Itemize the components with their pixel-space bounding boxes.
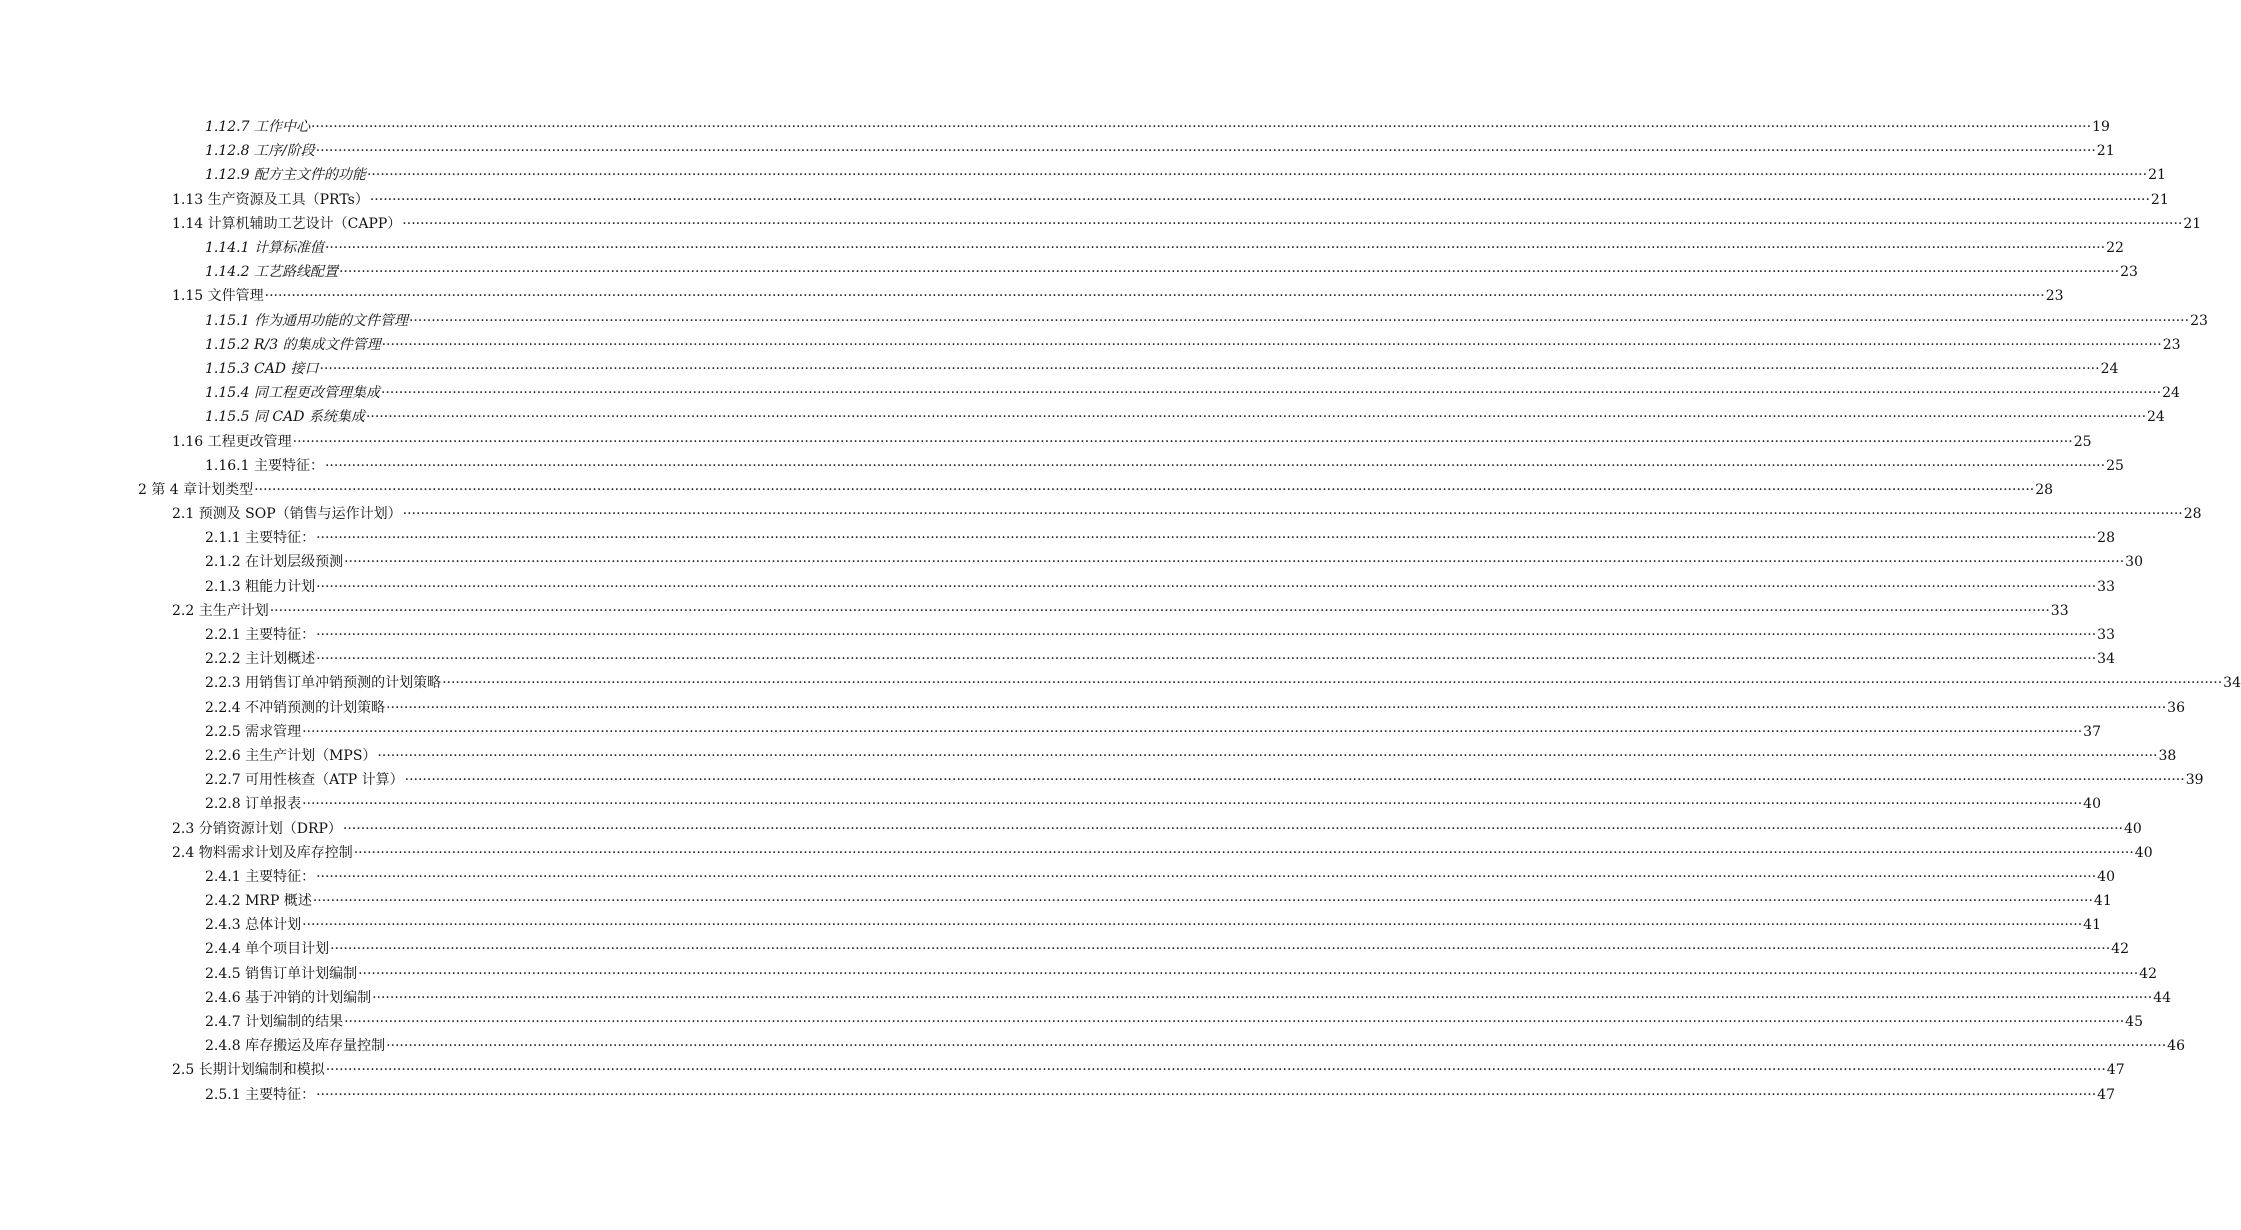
table-of-contents (0, 115, 2241, 1107)
toc-dot-leader: ················································································································································································································································································································································································································ (442, 675, 2223, 692)
toc-entry[interactable] (0, 139, 2115, 163)
toc-entry-title: 2.2.3 用销售订单冲销预测的计划策略 (205, 675, 442, 692)
toc-dot-leader: ················································································································································································································································································································································································································ (264, 288, 2045, 305)
toc-dot-leader: ················································································································································································································································································································································································································ (365, 409, 2147, 426)
toc-entry[interactable] (0, 381, 2180, 405)
toc-entry[interactable] (0, 720, 2101, 744)
toc-entry-page-number: 23 (2190, 312, 2208, 329)
toc-entry-title: 1.15.3 CAD 接口 (205, 360, 319, 377)
toc-entry-title: 2.1 预测及 SOP（销售与运作计划） (172, 506, 402, 523)
toc-entry[interactable] (0, 188, 2169, 212)
toc-entry-title: 2 第 4 章计划类型 (138, 481, 254, 498)
toc-entry-title: 2.1.3 粗能力计划 (205, 578, 316, 595)
toc-entry-page-number: 21 (2150, 191, 2169, 208)
toc-dot-leader: ················································································································································································································································································································································································································ (316, 868, 2097, 885)
toc-dot-leader: ················································································································································································································································································································································································································ (372, 989, 2153, 1006)
toc-entry-page-number: 42 (2111, 941, 2129, 958)
toc-entry[interactable] (0, 671, 2241, 695)
toc-dot-leader: ················································································································································································································································································································································································································ (386, 699, 2167, 716)
toc-dot-leader: ················································································································································································································································································································································································································ (358, 965, 2139, 982)
toc-entry-page-number: 44 (2153, 989, 2171, 1006)
toc-dot-leader: ················································································································································································································································································································································································································ (254, 481, 2035, 498)
toc-entry-title: 2.4.8 库存搬运及库存量控制 (205, 1038, 386, 1055)
toc-dot-leader: ················································································································································································································································································································································································································ (344, 554, 2125, 571)
toc-entry[interactable] (0, 1083, 2115, 1107)
toc-entry-page-number: 41 (2083, 917, 2101, 934)
toc-entry[interactable] (0, 623, 2115, 647)
toc-entry[interactable] (0, 816, 2142, 840)
toc-entry[interactable] (0, 260, 2138, 284)
toc-entry-title: 2.2.5 需求管理 (205, 723, 302, 740)
toc-entry-title: 2.1.2 在计划层级预测 (205, 554, 344, 571)
toc-entry-page-number: 21 (2148, 167, 2166, 184)
toc-entry-title: 1.12.7 工作中心 (205, 119, 310, 136)
toc-entry[interactable] (0, 357, 2119, 381)
toc-entry-page-number: 30 (2125, 554, 2143, 571)
toc-entry-page-number: 34 (2097, 651, 2115, 668)
toc-entry[interactable] (0, 429, 2092, 453)
toc-entry-title: 1.15.2 R/3 的集成文件管理 (205, 336, 381, 353)
toc-entry-page-number: 38 (2158, 747, 2177, 764)
toc-dot-leader: ················································································································································································································································································································································································································ (325, 1062, 2106, 1079)
toc-entry-page-number: 23 (2162, 336, 2181, 353)
toc-entry[interactable] (0, 575, 2115, 599)
toc-entry[interactable] (0, 599, 2069, 623)
toc-dot-leader: ················································································································································································································································································································································································································ (366, 167, 2148, 184)
toc-entry-title: 2.4 物料需求计划及库存控制 (172, 844, 353, 861)
toc-entry-page-number: 37 (2083, 723, 2101, 740)
toc-entry-page-number: 40 (2123, 820, 2142, 837)
toc-entry-page-number: 24 (2162, 385, 2180, 402)
toc-entry[interactable] (0, 309, 2208, 333)
toc-entry-title: 2.4.2 MRP 概述 (205, 893, 312, 910)
toc-entry-page-number: 33 (2050, 602, 2069, 619)
toc-entry-page-number: 19 (2092, 119, 2110, 136)
toc-entry-title: 1.15.4 同工程更改管理集成 (205, 385, 380, 402)
toc-entry[interactable] (0, 841, 2153, 865)
toc-dot-leader: ················································································································································································································································································································································································································ (353, 844, 2134, 861)
toc-entry[interactable] (0, 1010, 2143, 1034)
toc-entry-page-number: 36 (2167, 699, 2185, 716)
toc-entry[interactable] (0, 889, 2112, 913)
toc-entry-page-number: 33 (2097, 627, 2115, 644)
toc-entry[interactable] (0, 696, 2185, 720)
toc-entry[interactable] (0, 478, 2054, 502)
toc-entry-page-number: 25 (2106, 457, 2124, 474)
toc-entry-title: 2.5.1 主要特征： (205, 1086, 316, 1103)
toc-dot-leader: ················································································································································································································································································································································································································ (369, 191, 2150, 208)
toc-entry-page-number: 47 (2106, 1062, 2125, 1079)
toc-dot-leader: ················································································································································································································································································································································································································ (324, 457, 2106, 474)
toc-entry-page-number: 34 (2223, 675, 2241, 692)
toc-entry[interactable] (0, 405, 2165, 429)
toc-entry-title: 1.15.5 同 CAD 系统集成 (205, 409, 365, 426)
toc-dot-leader: ················································································································································································································································································································································································································ (316, 1086, 2097, 1103)
toc-entry-page-number: 46 (2167, 1038, 2185, 1055)
toc-entry-page-number: 39 (2185, 772, 2204, 789)
toc-entry-page-number: 28 (2183, 506, 2202, 523)
toc-entry-title: 1.15 文件管理 (172, 288, 264, 305)
toc-dot-leader: ················································································································································································································································································································································································································ (319, 360, 2100, 377)
toc-entry[interactable] (0, 454, 2124, 478)
toc-entry-page-number: 28 (2035, 481, 2054, 498)
toc-entry-page-number: 28 (2097, 530, 2115, 547)
toc-entry-title: 2.4.3 总体计划 (205, 917, 302, 934)
toc-dot-leader: ················································································································································································································································································································································································································ (408, 312, 2190, 329)
toc-entry[interactable] (0, 115, 2110, 139)
toc-entry[interactable] (0, 1058, 2125, 1082)
toc-entry-page-number: 21 (2183, 215, 2202, 232)
toc-entry-title: 2.2.4 不冲销预测的计划策略 (205, 699, 386, 716)
toc-entry[interactable] (0, 962, 2157, 986)
toc-entry-page-number: 21 (2096, 143, 2115, 160)
toc-entry-title: 2.4.4 单个项目计划 (205, 941, 330, 958)
toc-entry-page-number: 42 (2139, 965, 2157, 982)
toc-entry[interactable] (0, 768, 2204, 792)
toc-entry-title: 1.14.2 工艺路线配置 (205, 264, 338, 281)
toc-entry-page-number: 40 (2097, 868, 2115, 885)
toc-entry-title: 1.12.9 配方主文件的功能 (205, 167, 366, 184)
toc-entry-title: 2.2.6 主生产计划（MPS） (205, 747, 377, 764)
toc-dot-leader: ················································································································································································································································································································································································································ (386, 1038, 2167, 1055)
toc-entry-title: 2.2.7 可用性核查（ATP 计算） (205, 772, 404, 789)
toc-entry-title: 2.4.1 主要特征： (205, 868, 316, 885)
toc-dot-leader: ················································································································································································································································································································································································································ (324, 240, 2106, 257)
toc-entry-page-number: 41 (2093, 893, 2112, 910)
toc-entry-title: 2.3 分销资源计划（DRP） (172, 820, 342, 837)
toc-entry[interactable] (0, 550, 2143, 574)
toc-dot-leader: ················································································································································································································································································································································································································ (310, 119, 2092, 136)
toc-entry-page-number: 23 (2045, 288, 2064, 305)
toc-entry-title: 2.2 主生产计划 (172, 602, 269, 619)
toc-dot-leader: ················································································································································································································································································································································································································ (381, 336, 2162, 353)
toc-dot-leader: ················································································································································································································································································································································································································ (316, 627, 2097, 644)
toc-dot-leader: ················································································································································································································································································································································································································ (330, 941, 2111, 958)
toc-entry[interactable] (0, 284, 2064, 308)
toc-dot-leader: ················································································································································································································································································································································································································ (316, 530, 2097, 547)
toc-dot-leader: ················································································································································································································································································································································································································ (316, 651, 2097, 668)
toc-entry-title: 2.5 长期计划编制和模拟 (172, 1062, 325, 1079)
toc-entry[interactable] (0, 502, 2202, 526)
toc-entry-title: 1.16.1 主要特征： (205, 457, 324, 474)
toc-entry[interactable] (0, 986, 2171, 1010)
toc-dot-leader: ················································································································································································································································································································································································································ (380, 385, 2162, 402)
toc-dot-leader: ················································································································································································································································································································································································································ (316, 578, 2097, 595)
toc-entry-title: 1.16 工程更改管理 (172, 433, 292, 450)
toc-dot-leader: ················································································································································································································································································································································································································ (344, 1014, 2125, 1031)
toc-dot-leader: ················································································································································································································································································································································································································ (302, 796, 2083, 813)
toc-dot-leader: ················································································································································································································································································································································································································ (302, 917, 2083, 934)
toc-entry-page-number: 33 (2097, 578, 2115, 595)
toc-dot-leader: ················································································································································································································································································································································································································ (402, 506, 2183, 523)
toc-entry-title: 2.2.1 主要特征： (205, 627, 316, 644)
toc-entry-page-number: 40 (2083, 796, 2101, 813)
toc-dot-leader: ················································································································································································································································································································································································································ (402, 215, 2183, 232)
toc-entry[interactable] (0, 333, 2181, 357)
toc-entry-page-number: 45 (2125, 1014, 2143, 1031)
toc-dot-leader: ················································································································································································································································································································································································································ (312, 893, 2093, 910)
toc-entry-title: 1.14.1 计算标准值 (205, 240, 324, 257)
toc-entry[interactable] (0, 212, 2202, 236)
toc-entry-title: 2.1.1 主要特征： (205, 530, 316, 547)
toc-entry-page-number: 40 (2134, 844, 2153, 861)
toc-entry[interactable] (0, 647, 2115, 671)
toc-entry-page-number: 24 (2100, 360, 2119, 377)
toc-entry-title: 1.12.8 工序/阶段 (205, 143, 315, 160)
toc-dot-leader: ················································································································································································································································································································································································································ (342, 820, 2123, 837)
toc-dot-leader: ················································································································································································································································································································································································································ (315, 143, 2096, 160)
toc-entry-title: 1.14 计算机辅助工艺设计（CAPP） (172, 215, 402, 232)
toc-dot-leader: ················································································································································································································································································································································································································ (302, 723, 2083, 740)
toc-entry-title: 2.2.2 主计划概述 (205, 651, 316, 668)
toc-entry[interactable] (0, 865, 2115, 889)
toc-entry-page-number: 47 (2097, 1086, 2115, 1103)
toc-dot-leader: ················································································································································································································································································································································································································ (292, 433, 2073, 450)
toc-entry[interactable] (0, 526, 2115, 550)
toc-entry-title: 2.2.8 订单报表 (205, 796, 302, 813)
toc-entry[interactable] (0, 163, 2166, 187)
toc-entry-page-number: 25 (2073, 433, 2092, 450)
toc-entry-page-number: 22 (2106, 240, 2124, 257)
toc-entry-page-number: 23 (2120, 264, 2138, 281)
toc-entry[interactable] (0, 913, 2101, 937)
toc-entry[interactable] (0, 937, 2129, 961)
toc-entry[interactable] (0, 1034, 2185, 1058)
toc-entry-title: 1.15.1 作为通用功能的文件管理 (205, 312, 408, 329)
toc-entry[interactable] (0, 236, 2124, 260)
toc-dot-leader: ················································································································································································································································································································································································································ (377, 747, 2158, 764)
toc-entry[interactable] (0, 744, 2177, 768)
toc-entry-title: 2.4.7 计划编制的结果 (205, 1014, 344, 1031)
toc-entry-page-number: 24 (2147, 409, 2165, 426)
toc-dot-leader: ················································································································································································································································································································································································································ (404, 772, 2185, 789)
toc-entry-title: 2.4.6 基于冲销的计划编制 (205, 989, 372, 1006)
toc-entry-title: 1.13 生产资源及工具（PRTs） (172, 191, 369, 208)
toc-dot-leader: ················································································································································································································································································································································································································ (269, 602, 2050, 619)
toc-dot-leader: ················································································································································································································································································································································································································ (338, 264, 2120, 281)
toc-entry[interactable] (0, 792, 2101, 816)
toc-entry-title: 2.4.5 销售订单计划编制 (205, 965, 358, 982)
